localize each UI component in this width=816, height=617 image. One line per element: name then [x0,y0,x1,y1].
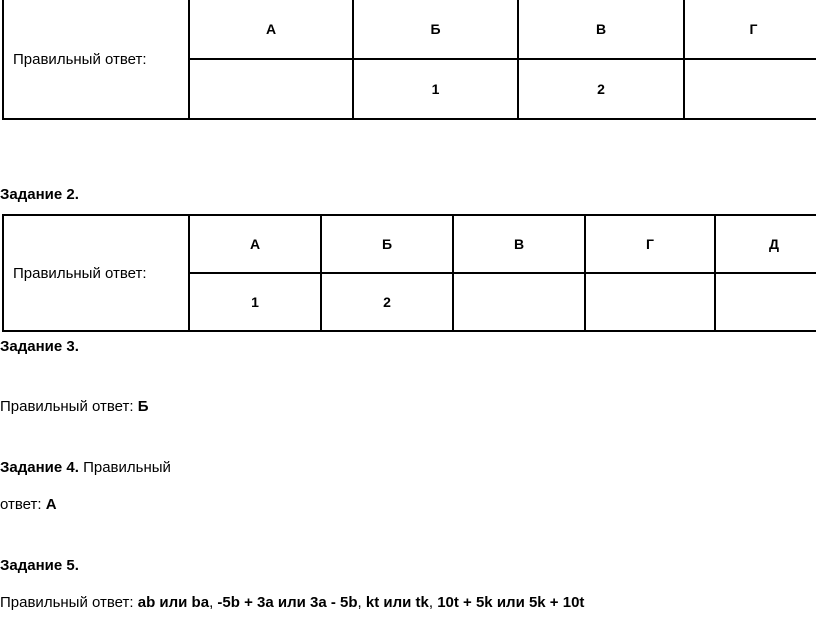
task5-title: Задание 5. [0,557,79,574]
task2-answer-table [2,214,816,332]
task2-answer-a: 1 [189,273,321,331]
task3-answer-prefix: Правильный ответ: [0,398,138,415]
task4-answer-line [0,496,57,513]
task2-answer-d [715,273,816,331]
task2-answer-b: 2 [321,273,453,331]
task5-answer-separator: , [357,594,366,611]
task4-answer-prefix: ответ: [0,496,46,513]
task1-header-g: Г [684,0,816,59]
task2-header-b: Б [321,215,453,273]
task2-answer-label: Правильный ответ: [3,215,189,331]
task5-answer-part-3: kt или tk [365,594,429,611]
task5-answer-part-1: ab или ba [137,594,210,611]
task2-header-g: Г [585,215,715,273]
task4-title: Задание 4. [0,459,79,476]
task4-title-line [0,459,171,476]
task2-header-a: А [189,215,321,273]
task5-answer-prefix: Правильный ответ: [0,594,138,611]
task1-header-v: В [518,0,684,59]
task5-answer-part-2: -5b + 3a или 3a - 5b [217,594,358,611]
task3-answer-line [0,398,149,415]
task5-answer-part-4: 10t + 5k или 5k + 10t [437,594,585,611]
task2-title: Задание 2. [0,186,79,203]
task1-header-b: Б [353,0,518,59]
task1-header-a: А [189,0,353,59]
task4-text: Правильный [78,459,171,476]
task1-answer-label: Правильный ответ: [3,0,189,119]
task2-header-d: Д [715,215,816,273]
task3-title: Задание 3. [0,338,79,355]
task1-answer-table [2,0,816,120]
task2-header-v: В [453,215,585,273]
task5-answer-separator: , [209,594,218,611]
task2-answer-g [585,273,715,331]
task4-answer-value: А [45,496,57,513]
task1-answer-g [684,59,816,119]
task1-answer-a [189,59,353,119]
table-row [3,215,816,273]
task1-answer-v: 2 [518,59,684,119]
task2-answer-v [453,273,585,331]
task3-answer-value: Б [137,398,149,415]
task1-answer-b: 1 [353,59,518,119]
table-row [3,0,816,59]
task5-answer-line [0,594,584,611]
task5-answer-separator: , [428,594,438,611]
